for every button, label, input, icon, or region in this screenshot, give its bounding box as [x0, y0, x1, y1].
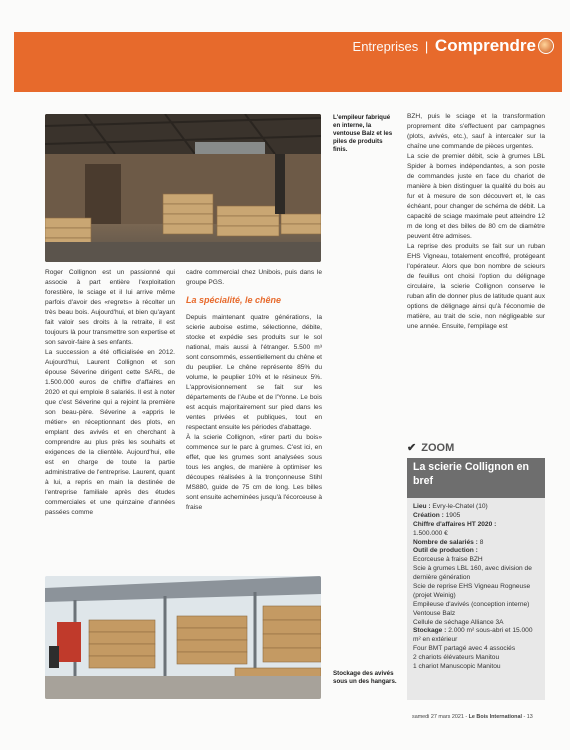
- zoom-info-value: 2.000 m² sous-abri et 15.000 m² en extérieur: [413, 627, 533, 644]
- zoom-info-line: [413, 556, 539, 565]
- paragraph: La scie de premier débit, scie à grumes LBL Spider à bornes indépendantes, a son poste de commandes juste en face du chariot de manière à bien distinguer la qualité du bois au fur et à mesure de son découvert et, le cas échéant, pour changer de schéma de débit. La capacité de sciage maximale peut atteindre 12 m de long et des billes de 80 cm de diamètre peuvent être admises.: [407, 153, 545, 241]
- zoom-info-line: [413, 654, 539, 663]
- zoom-info-line: [413, 530, 539, 539]
- zoom-info-line: [413, 512, 539, 521]
- check-icon: ✔: [407, 442, 417, 454]
- section-label: Entreprises: [352, 39, 419, 54]
- paragraph: BZH, puis le sciage et la transformation proprement dite s'effectuent par campagnes (plots, avivés, etc.), sauf à intercaler sur la chaîne une commande de pièces urgentes.: [407, 113, 545, 151]
- zoom-info-value: Cellule de séchage Alliance 3A: [413, 618, 504, 626]
- section-title: Comprendre: [434, 36, 536, 55]
- zoom-info-line: [413, 565, 539, 583]
- zoom-info-value: 8: [477, 538, 484, 546]
- zoom-info-label: Chiffre d'affaires HT 2020 :: [413, 520, 497, 528]
- zoom-info-label: Création :: [413, 511, 444, 519]
- zoom-info-value: Ventouse Balz: [413, 609, 456, 617]
- paragraph: cadre commercial chez Unibois, puis dans le groupe PGS.: [186, 269, 322, 287]
- zoom-info-value: 1 chariot Manuscopic Manitou: [413, 663, 501, 671]
- zoom-info-value: 1905: [443, 511, 461, 519]
- sawmill-interior-illustration: [45, 114, 321, 262]
- page-number: - 13: [523, 714, 533, 720]
- zoom-info-label: Nombre de salariés :: [413, 538, 478, 546]
- issue-date: samedi 27 mars 2021 -: [412, 714, 468, 720]
- paragraph: La reprise des produits se fait sur un ruban EHS Vigneau, totalement encoffré, protégeant l'opérateur. Alors que bon nombre de scieurs de feuillus ont choisi l'option du délignage circulaire, la scierie Collignon conserve le ruban afin de donner plus de latitude quant aux options de délignage ainsi qu'à l'économie de matière, au trait de scie, non négligeable sur une année. Ensuite, l'empilage est: [407, 243, 545, 331]
- globe-icon: [538, 38, 554, 54]
- zoom-info-value: Four BMT partagé avec 4 associés: [413, 645, 516, 653]
- photo-caption-bottom: Stockage des avivés sous un des hangars.: [333, 670, 397, 686]
- zoom-info-line: [413, 583, 539, 601]
- section-subheading: La spécialité, le chêne: [186, 295, 282, 306]
- zoom-info-value: Scie de reprise EHS Vigneau Rogneuse (projet Weinig): [413, 583, 531, 599]
- zoom-info-value: 1.500.000 €: [413, 529, 448, 537]
- zoom-info-label: Outil de production :: [413, 547, 478, 555]
- article-column-3: [407, 112, 545, 332]
- zoom-info-line: [413, 503, 539, 512]
- zoom-info-value: Ecorceuse à fraise BZH: [413, 556, 483, 564]
- zoom-heading: [407, 441, 454, 454]
- zoom-info-line: [413, 521, 539, 530]
- storage-shed-illustration: [45, 576, 321, 699]
- paragraph: À la scierie Collignon, «tirer parti du bois» commence sur le parc à grumes. C'est ici, en effet, que les grumes sont analysées sous tous les angles, de manière à optimiser les découpes réalisées à la tronçonneuse Stihl MS880, guide de 75 cm de long. Les billes sont ensuite acheminées jusqu'à l'écorceuse à fraise: [186, 433, 322, 511]
- zoom-info-value: Empileuse d'avivés (conception interne): [413, 600, 530, 608]
- zoom-info-value: Evry-le-Chatel (10): [430, 503, 488, 510]
- photo-caption-top: L'empileur fabriqué en interne, la ventouse Balz et les piles de produits finis.: [333, 114, 393, 154]
- zoom-info-line: [413, 601, 539, 610]
- zoom-info-value: 2 chariots élévateurs Manitou: [413, 654, 500, 662]
- storage-shed-photo: [45, 576, 321, 699]
- zoom-info-label: Lieu :: [413, 503, 431, 510]
- zoom-info-line: [413, 627, 539, 645]
- zoom-info-line: [413, 645, 539, 654]
- zoom-label: ZOOM: [421, 442, 455, 454]
- publication-name: Le Bois International: [468, 714, 522, 720]
- zoom-info-line: [413, 610, 539, 619]
- zoom-info-line: [413, 539, 539, 548]
- header-separator: |: [424, 39, 429, 54]
- zoom-info-line: [413, 663, 539, 672]
- zoom-info-label: Stockage :: [413, 627, 447, 635]
- zoom-info-line: [413, 547, 539, 556]
- paragraph: Roger Collignon est un passionné qui associe à part entière l'exploitation forestière, le sciage et il lui arrive même parfois d'avoir des «regrets» à récolter un très beau bois. Aujourd'hui, et bien qu'ayant fait valoir ses droits à la retraite, il est toujours là pour transmettre son expertise et son savoir-faire à ses enfants.: [45, 269, 175, 347]
- page-footer: [412, 714, 533, 720]
- section-header: [353, 36, 536, 56]
- article-column-2: [186, 268, 322, 513]
- zoom-box-body: [407, 498, 545, 700]
- article-column-1: [45, 268, 175, 518]
- paragraph: Depuis maintenant quatre générations, la scierie auboise estime, sélectionne, débite, stocke et expédie ses produits sur le sol national, mais aussi à l'étranger. 5.500 m³ sont consommés, essentiellement du chêne et du peuplier. Le chêne représente 85% du volume, le peuplier 10% et le résineux 5%. L'approvisionnement se fait sur les départements de l'Aube et de l'Yonne. Le bois est acquis majoritairement sur pied dans les ventes privées et publiques, tout en respectant ensuite les périodes d'abattage.: [186, 313, 322, 431]
- sawmill-interior-photo: [45, 114, 321, 262]
- paragraph: La succession a été officialisée en 2012. Aujourd'hui, Laurent Collignon et son épouse Séverine dirigent cette SARL, de 1.500.000 euros de chiffre d'affaires en 2020 et qui emploie 8 salariés. Il est à noter que c'est Séverine qui a rejoint la première son beau-père. Séverine a «appris le métier» en réceptionnant des plots, en emplant des avivés et en cherchant à comprendre au plus près les souhaits et exigences de la clientèle. Aujourd'hui, elle est en charge de toute la partie administrative de l'entreprise. Laurent, quant à lui, a repris en main la destinée de l'entreprise familiale après des études commerciales et une quinzaine d'années passées comme: [45, 349, 175, 517]
- zoom-box-title: La scierie Collignon en bref: [407, 458, 545, 498]
- zoom-info-value: Scie à grumes LBL 160, avec division de dernière génération: [413, 565, 532, 582]
- zoom-info-line: [413, 619, 539, 628]
